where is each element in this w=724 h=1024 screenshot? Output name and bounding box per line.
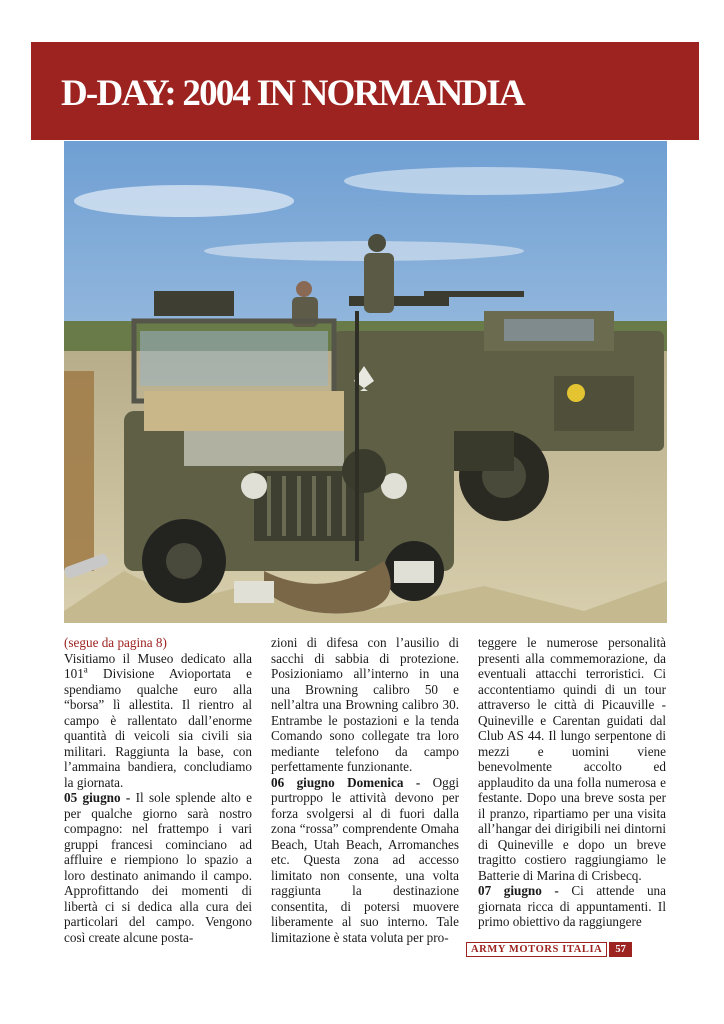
date-label-06: 06 giugno Domenica - xyxy=(271,774,421,790)
paragraph-museum xyxy=(64,651,252,791)
page-number: 57 xyxy=(609,942,632,957)
continued-from-note: (segue da pagina 8) xyxy=(64,635,167,650)
magazine-name: ARMY MOTORS ITALIA xyxy=(466,942,607,957)
paragraph-06-giugno xyxy=(271,775,459,946)
text-column-2 xyxy=(271,635,459,945)
article-photo xyxy=(64,141,667,623)
date-label-07: 07 giugno - xyxy=(478,883,559,898)
page-footer xyxy=(466,942,632,957)
paragraph-positions: zioni di difesa con l’ausilio di sacchi di sabbia di protezione. Posizioniamo all’interno in una una Browning calibro 50 e nell’altra una Browning calibro 30. Entrambe le postazioni e la tenda Comando sono collegate tra loro mediante telefono da campo perfettamente funzionante. xyxy=(271,635,459,774)
text-column-1 xyxy=(64,635,252,945)
date-label-05: 05 giugno - xyxy=(64,790,131,805)
text-06: Oggi purtroppo le attività devono per forza svolgersi al di fuori dalla zona “rossa” comprendente Omaha Beach, Utah Beach, Arromanches etc. Questa zona ad accesso limitato non consente, una volta raggiunta la destinazione consentita, di potersi muovere liberamente al suo interno. Tale limitazione è stata voluta per pro- xyxy=(271,774,460,945)
photo-illustration xyxy=(64,141,667,623)
paragraph-05-giugno xyxy=(64,790,252,945)
title-banner xyxy=(31,42,699,140)
paragraph-07-giugno xyxy=(478,883,666,930)
museum-text-a: Visitiamo il Museo dedicato alla 101 xyxy=(64,650,252,681)
museum-text-b: Divisione Avioportata e spendiamo qualche euro alla “borsa” lì allestita. Il rientro al campo è rallentato dall’enorme quantità di veicoli sia civili sia militari. Raggiunta la base, con l’ammaina bandiera, concludiamo la giornata. xyxy=(64,666,252,790)
ordinal-sup: a xyxy=(83,664,88,675)
text-05: Il sole splende alto e per qualche giorno sarà nostro compagno: nel frattempo i vari gruppi francesi cominciano ad affluire e riempiono lo spazio a loro destinato animando il campo. Approfittando dei momenti di libertà ci si dedica alla cura dei particolari del campo. Vengono così create alcune posta- xyxy=(64,790,252,945)
text-07: Ci attende una giornata ricca di appuntamenti. Il primo obiettivo da raggiungere xyxy=(478,883,666,929)
paragraph-tour: teggere le numerose personalità presenti alla commemorazione, da eventuali attacchi terroristici. Ci accontentiamo quindi di un tour attraverso le città di Picauville - Quineville e Carentan guidati dal Club AS 44. Il lungo serpentone di mezzi e uomini viene benevolmente accolto ed applaudito da una folla numerosa e festante. Dopo una breve sosta per il pranzo, ripartiamo per una visita all’hangar dei dirigibili nei dintorni di Quineville e dopo un breve tragitto costiero raggiungiamo le Batterie di Marina di Crisbecq. xyxy=(478,635,666,883)
page-title: D-DAY: 2004 IN NORMANDIA xyxy=(61,73,524,114)
text-column-3 xyxy=(478,635,666,930)
